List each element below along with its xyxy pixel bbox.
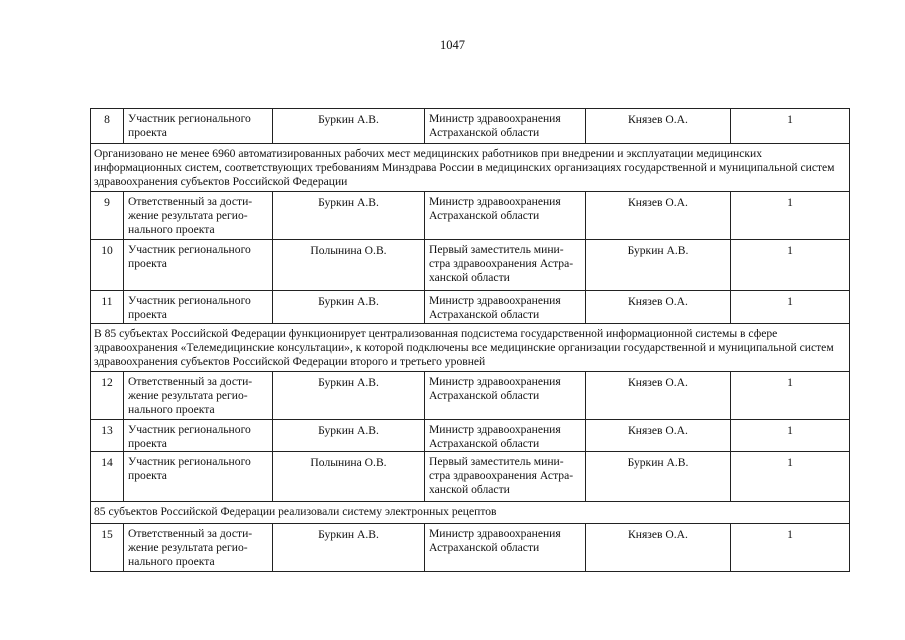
table-row [91, 452, 850, 502]
result-heading: Организовано не менее 6960 автоматизированных рабочих мест медицинских работников при внедрении и эксплуатации медицинских информационных систем, соответствующих требованиям Минздрава России в медицинских организациях государственной и муниципальной систем здравоохранения субъектов Российской Федерации [91, 144, 850, 192]
row-number: 10 [91, 240, 124, 291]
table-row [91, 240, 850, 291]
table-row [91, 109, 850, 144]
project-role: Участник регионального проекта [124, 452, 273, 502]
workload-value: 1 [731, 524, 850, 572]
person-name: Полынина О.В. [273, 240, 425, 291]
row-number: 8 [91, 109, 124, 144]
section-row [91, 502, 850, 524]
person-position: Первый заместитель мини- стра здравоохранения Астра- ханской области [425, 452, 586, 502]
row-number: 13 [91, 420, 124, 452]
page-number: 1047 [440, 38, 465, 52]
result-heading: В 85 субъектах Российской Федерации функционирует централизованная подсистема государственной информационной системы в сфере здравоохранения «Телемедицинские консультации», к которой подключены все медицинские организации государственной и муниципальной систем здравоохранения субъектов Российской Федерации второго и третьего уровней [91, 324, 850, 372]
table-row [91, 291, 850, 324]
project-role: Участник регионального проекта [124, 240, 273, 291]
workload-value: 1 [731, 240, 850, 291]
supervisor-name: Князев О.А. [586, 372, 731, 420]
workload-value: 1 [731, 372, 850, 420]
responsibility-table [90, 108, 850, 572]
person-name: Буркин А.В. [273, 192, 425, 240]
project-role: Ответственный за дости- жение результата регио- нального проекта [124, 524, 273, 572]
person-name: Полынина О.В. [273, 452, 425, 502]
row-number: 15 [91, 524, 124, 572]
supervisor-name: Князев О.А. [586, 192, 731, 240]
workload-value: 1 [731, 291, 850, 324]
workload-value: 1 [731, 420, 850, 452]
person-name: Буркин А.В. [273, 109, 425, 144]
person-position: Министр здравоохранения Астраханской области [425, 420, 586, 452]
table-row [91, 372, 850, 420]
project-role: Ответственный за дости- жение результата регио- нального проекта [124, 372, 273, 420]
row-number: 14 [91, 452, 124, 502]
project-role: Ответственный за дости- жение результата регио- нального проекта [124, 192, 273, 240]
supervisor-name: Буркин А.В. [586, 452, 731, 502]
workload-value: 1 [731, 109, 850, 144]
supervisor-name: Буркин А.В. [586, 240, 731, 291]
person-position: Министр здравоохранения Астраханской области [425, 372, 586, 420]
person-name: Буркин А.В. [273, 420, 425, 452]
workload-value: 1 [731, 192, 850, 240]
row-number: 12 [91, 372, 124, 420]
project-role: Участник регионального проекта [124, 109, 273, 144]
row-number: 11 [91, 291, 124, 324]
project-role: Участник регионального проекта [124, 291, 273, 324]
supervisor-name: Князев О.А. [586, 420, 731, 452]
row-number: 9 [91, 192, 124, 240]
section-row [91, 324, 850, 372]
workload-value: 1 [731, 452, 850, 502]
person-position: Первый заместитель мини- стра здравоохранения Астра- ханской области [425, 240, 586, 291]
table-row [91, 420, 850, 452]
person-name: Буркин А.В. [273, 291, 425, 324]
table-row [91, 192, 850, 240]
supervisor-name: Князев О.А. [586, 109, 731, 144]
supervisor-name: Князев О.А. [586, 291, 731, 324]
supervisor-name: Князев О.А. [586, 524, 731, 572]
person-name: Буркин А.В. [273, 372, 425, 420]
section-row [91, 144, 850, 192]
person-position: Министр здравоохранения Астраханской области [425, 109, 586, 144]
project-role: Участник регионального проекта [124, 420, 273, 452]
person-position: Министр здравоохранения Астраханской области [425, 192, 586, 240]
result-heading: 85 субъектов Российской Федерации реализовали систему электронных рецептов [91, 502, 850, 524]
person-position: Министр здравоохранения Астраханской области [425, 291, 586, 324]
person-position: Министр здравоохранения Астраханской области [425, 524, 586, 572]
person-name: Буркин А.В. [273, 524, 425, 572]
table-row [91, 524, 850, 572]
